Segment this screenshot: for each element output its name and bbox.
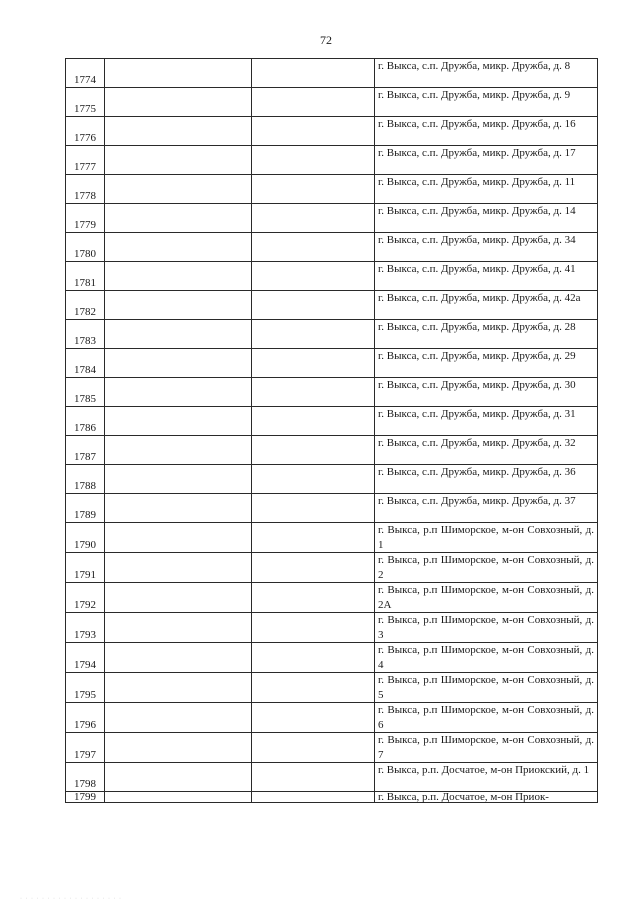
address-cell: г. Выкса, с.п. Дружба, микр. Дружба, д. 31 [375, 407, 598, 436]
empty-cell [105, 643, 252, 673]
address-cell: г. Выкса, с.п. Дружба, микр. Дружба, д. 37 [375, 494, 598, 523]
empty-cell [252, 291, 375, 320]
row-number-cell: 1790 [66, 523, 105, 553]
row-number-cell: 1784 [66, 349, 105, 378]
row-number-cell: 1787 [66, 436, 105, 465]
empty-cell [105, 175, 252, 204]
address-cell: г. Выкса, р.п Шиморское, м-он Совхозный, д. 3 [375, 613, 598, 643]
table-row [66, 233, 598, 262]
empty-cell [105, 494, 252, 523]
address-cell: г. Выкса, с.п. Дружба, микр. Дружба, д. 36 [375, 465, 598, 494]
empty-cell [105, 436, 252, 465]
row-number-cell: 1786 [66, 407, 105, 436]
row-number-cell: 1782 [66, 291, 105, 320]
empty-cell [252, 583, 375, 613]
empty-cell [105, 733, 252, 763]
address-cell: г. Выкса, с.п. Дружба, микр. Дружба, д. 42а [375, 291, 598, 320]
empty-cell [105, 117, 252, 146]
table-row [66, 673, 598, 703]
empty-cell [105, 553, 252, 583]
row-number-cell: 1780 [66, 233, 105, 262]
empty-cell [252, 59, 375, 88]
empty-cell [252, 733, 375, 763]
empty-cell [252, 233, 375, 262]
row-number-cell: 1777 [66, 146, 105, 175]
table-row [66, 523, 598, 553]
address-cell: г. Выкса, р.п. Досчатое, м-он Приокский, д. 1 [375, 763, 598, 792]
registry-table [65, 58, 598, 803]
empty-cell [105, 523, 252, 553]
empty-cell [252, 407, 375, 436]
table-row [66, 553, 598, 583]
empty-cell [252, 643, 375, 673]
table-row [66, 175, 598, 204]
empty-cell [252, 465, 375, 494]
address-cell: г. Выкса, р.п Шиморское, м-он Совхозный, д. 4 [375, 643, 598, 673]
empty-cell [105, 763, 252, 792]
empty-cell [105, 88, 252, 117]
empty-cell [105, 349, 252, 378]
address-cell: г. Выкса, с.п. Дружба, микр. Дружба, д. 8 [375, 59, 598, 88]
table-row [66, 320, 598, 349]
empty-cell [252, 494, 375, 523]
table-row [66, 88, 598, 117]
empty-cell [252, 523, 375, 553]
address-cell: г. Выкса, р.п Шиморское, м-он Совхозный, д. 5 [375, 673, 598, 703]
page-number: 72 [320, 33, 332, 47]
empty-cell [252, 378, 375, 407]
table-row [66, 291, 598, 320]
empty-cell [252, 146, 375, 175]
row-number-cell: 1778 [66, 175, 105, 204]
empty-cell [105, 146, 252, 175]
address-cell: г. Выкса, с.п. Дружба, микр. Дружба, д. 11 [375, 175, 598, 204]
empty-cell [252, 792, 375, 803]
address-cell: г. Выкса, р.п Шиморское, м-он Совхозный, д. 6 [375, 703, 598, 733]
empty-cell [105, 673, 252, 703]
table-row [66, 146, 598, 175]
empty-cell [252, 436, 375, 465]
row-number-cell: 1795 [66, 673, 105, 703]
row-number-cell: 1798 [66, 763, 105, 792]
row-number-cell: 1785 [66, 378, 105, 407]
address-cell: г. Выкса, с.п. Дружба, микр. Дружба, д. 17 [375, 146, 598, 175]
empty-cell [252, 673, 375, 703]
empty-cell [252, 117, 375, 146]
row-number-cell: 1788 [66, 465, 105, 494]
address-cell: г. Выкса, р.п Шиморское, м-он Совхозный, д. 1 [375, 523, 598, 553]
table-row [66, 117, 598, 146]
empty-cell [252, 204, 375, 233]
empty-cell [252, 88, 375, 117]
empty-cell [105, 204, 252, 233]
row-number-cell: 1783 [66, 320, 105, 349]
table-row [66, 763, 598, 792]
row-number-cell: 1776 [66, 117, 105, 146]
empty-cell [105, 59, 252, 88]
row-number-cell: 1796 [66, 703, 105, 733]
address-cell: г. Выкса, р.п Шиморское, м-он Совхозный, д. 7 [375, 733, 598, 763]
empty-cell [252, 320, 375, 349]
table-row [66, 436, 598, 465]
row-number-cell: 1794 [66, 643, 105, 673]
table-row [66, 733, 598, 763]
empty-cell [105, 320, 252, 349]
empty-cell [252, 553, 375, 583]
row-number-cell: 1775 [66, 88, 105, 117]
address-cell: г. Выкса, р.п Шиморское, м-он Совхозный, д. 2А [375, 583, 598, 613]
address-cell: г. Выкса, с.п. Дружба, микр. Дружба, д. 16 [375, 117, 598, 146]
empty-cell [252, 703, 375, 733]
empty-cell [105, 465, 252, 494]
table-row [66, 262, 598, 291]
table-row [66, 703, 598, 733]
table-row [66, 204, 598, 233]
table-row [66, 643, 598, 673]
address-cell: г. Выкса, с.п. Дружба, микр. Дружба, д. 29 [375, 349, 598, 378]
address-cell: г. Выкса, с.п. Дружба, микр. Дружба, д. 14 [375, 204, 598, 233]
row-number-cell: 1781 [66, 262, 105, 291]
table-row [66, 792, 598, 803]
empty-cell [105, 792, 252, 803]
empty-cell [105, 703, 252, 733]
empty-cell [105, 291, 252, 320]
empty-cell [252, 349, 375, 378]
address-cell: г. Выкса, р.п. Досчатое, м-он Приок- [375, 792, 598, 803]
row-number-cell: 1792 [66, 583, 105, 613]
empty-cell [252, 175, 375, 204]
empty-cell [252, 763, 375, 792]
table-row [66, 59, 598, 88]
row-number-cell: 1789 [66, 494, 105, 523]
empty-cell [105, 613, 252, 643]
row-number-cell: 1797 [66, 733, 105, 763]
address-cell: г. Выкса, р.п Шиморское, м-он Совхозный, д. 2 [375, 553, 598, 583]
address-cell: г. Выкса, с.п. Дружба, микр. Дружба, д. 28 [375, 320, 598, 349]
table-row [66, 407, 598, 436]
address-cell: г. Выкса, с.п. Дружба, микр. Дружба, д. 34 [375, 233, 598, 262]
empty-cell [105, 233, 252, 262]
empty-cell [105, 407, 252, 436]
row-number-cell: 1793 [66, 613, 105, 643]
row-number-cell: 1799 [66, 792, 105, 803]
registry-table-body [66, 59, 598, 803]
table-row [66, 494, 598, 523]
table-row [66, 583, 598, 613]
address-cell: г. Выкса, с.п. Дружба, микр. Дружба, д. 32 [375, 436, 598, 465]
table-row [66, 349, 598, 378]
row-number-cell: 1779 [66, 204, 105, 233]
table-row [66, 613, 598, 643]
empty-cell [105, 583, 252, 613]
empty-cell [105, 262, 252, 291]
empty-cell [105, 378, 252, 407]
row-number-cell: 1774 [66, 59, 105, 88]
table-row [66, 378, 598, 407]
row-number-cell: 1791 [66, 553, 105, 583]
address-cell: г. Выкса, с.п. Дружба, микр. Дружба, д. 9 [375, 88, 598, 117]
address-cell: г. Выкса, с.п. Дружба, микр. Дружба, д. 41 [375, 262, 598, 291]
table-row [66, 465, 598, 494]
empty-cell [252, 262, 375, 291]
empty-cell [252, 613, 375, 643]
scan-footer-mark: · · · · · · · · · · · · · · · · · · · [20, 896, 122, 902]
address-cell: г. Выкса, с.п. Дружба, микр. Дружба, д. 30 [375, 378, 598, 407]
